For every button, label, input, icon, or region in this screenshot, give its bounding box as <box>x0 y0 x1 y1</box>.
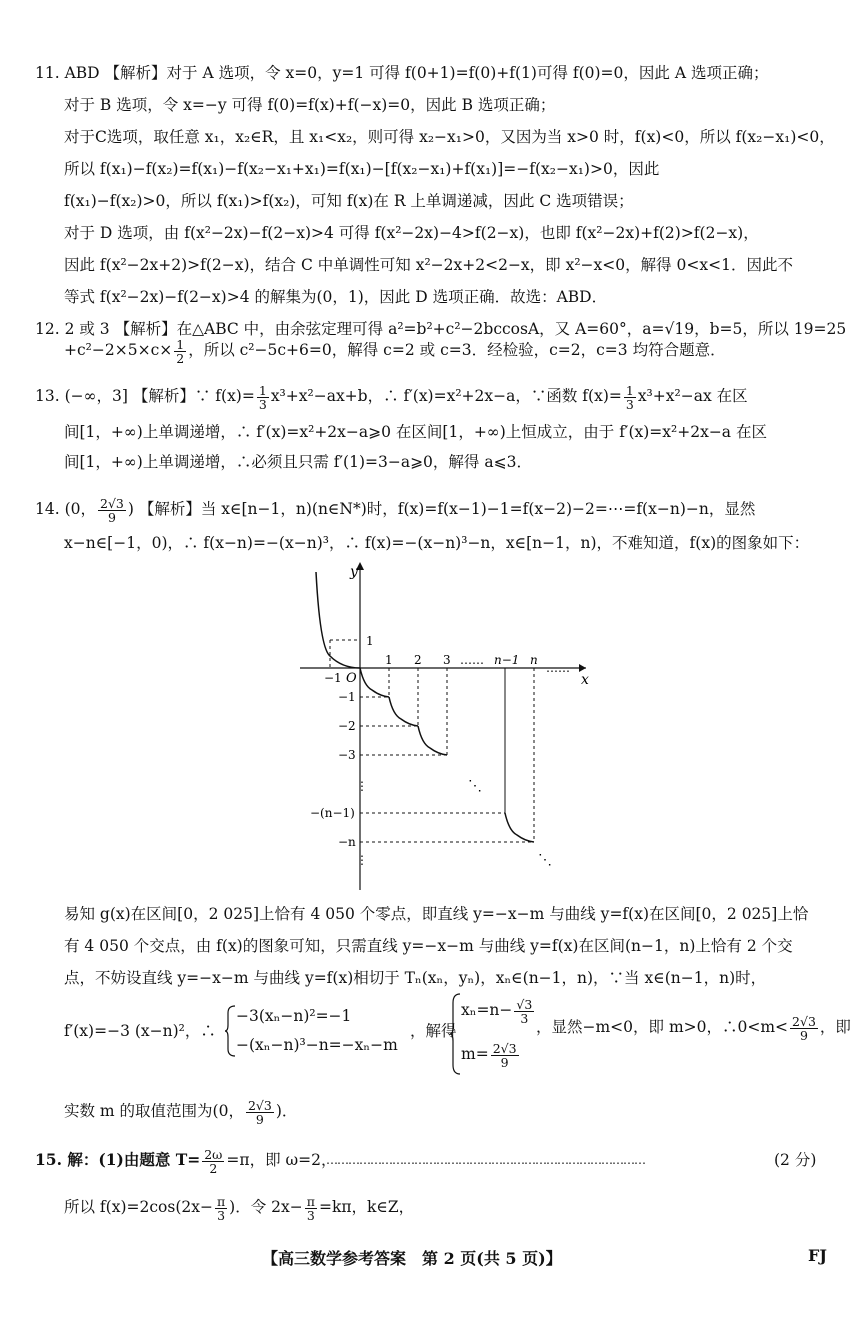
system-2-row-1 <box>461 996 536 1025</box>
q15-frac1-top: 2ω <box>204 1146 223 1162</box>
system-2-row-1-frac-bottom: 3 <box>520 1010 529 1026</box>
q14-line-7-fraction <box>246 1099 274 1126</box>
q15-fraction-1 <box>202 1148 224 1175</box>
q11-line-6: 对于 D 选项，由 f(x²−2x)−f(2−x)>4 可得 f(x²−2x)−4>f(2−x)，也即 f(x²−2x)+f(2)>f(2−x)， <box>64 224 759 242</box>
q14-line-6-frac-top: 2√3 <box>792 1013 816 1029</box>
q11-line-5: f(x₁)−f(x₂)>0，所以 f(x₁)>f(x₂)，可知 f(x)在 R 上单调递减，因此 C 选项错误； <box>64 192 634 210</box>
x-tick-n-minus-1: n−1 <box>494 653 520 667</box>
x-tick-minus-1: −1 <box>324 671 342 685</box>
q15-line-2-b: )．令 2x− <box>229 1198 303 1216</box>
q14-frac-bottom: 9 <box>107 509 116 525</box>
x-tick-2: 2 <box>414 653 422 667</box>
y-tick-minus-n-minus-1: −(n−1) <box>310 806 355 820</box>
system-2-row-1-frac-top: √3 <box>516 996 533 1012</box>
q13-frac2-bottom: 3 <box>625 396 634 412</box>
q15-line-1 <box>35 1145 336 1175</box>
q13-text-a: 13. (−∞，3] 【解析】∵ f(x)= <box>35 387 255 405</box>
q14-line-7 <box>64 1096 297 1126</box>
curve-left <box>316 572 360 668</box>
q15-score: (2 分) <box>774 1151 817 1169</box>
y-tick-minus-n: −n <box>338 835 356 849</box>
q14-line-7-end: )． <box>275 1102 298 1120</box>
q15-fraction-2 <box>215 1195 227 1222</box>
q15-frac2-top: π <box>216 1193 226 1209</box>
y-tick-1: 1 <box>366 634 374 648</box>
y-tick-minus-2: −2 <box>338 719 356 733</box>
system-2-row-2-frac-bottom: 9 <box>500 1054 509 1070</box>
x-axis-dots-2: …… <box>546 661 570 675</box>
q15-line-2-c: =kπ，k∈Z， <box>318 1198 415 1216</box>
y-axis-label: y <box>350 564 358 580</box>
q14-line-6-c <box>536 1012 851 1042</box>
q14-line-3: 易知 g(x)在区间[0，2 025]上恰有 4 050 个零点，即直线 y=−x−m 与曲线 y=f(x)在区间[0，2 025]上恰 <box>64 905 809 923</box>
q11-line-1: 11. ABD 【解析】对于 A 选项，令 x=0，y=1 可得 f(0+1)=f(0)+f(1)可得 f(0)=0，因此 A 选项正确； <box>35 64 769 82</box>
q11-line-3: 对于C选项，取任意 x₁，x₂∈R，且 x₁<x₂，则可得 x₂−x₁>0，又因为当 x>0 时，f(x)<0，所以 f(x₂−x₁)<0， <box>64 128 835 146</box>
q14-line-6-d: ，即 <box>819 1018 851 1036</box>
x-tick-3: 3 <box>443 653 451 667</box>
curve-segment-1 <box>360 668 389 697</box>
system-2-row-1-fraction <box>514 998 534 1025</box>
q12-line-1: 12. 2 或 3 【解析】在△ABC 中，由余弦定理可得 a²=b²+c²−2bccosA，又 A=60°，a=√19，b=5，所以 19=25 <box>35 320 847 338</box>
q14-frac-top: 2√3 <box>100 495 124 511</box>
x-axis-arrow <box>579 664 586 672</box>
q14-line-1 <box>35 494 755 524</box>
q13-line-2: 间[1，+∞)上单调递增，∴ f′(x)=x²+2x−a⩾0 在区间[1，+∞)上恒成立，由于 f′(x)=x²+2x−a 在区 <box>64 423 767 441</box>
q13-frac1-bottom: 3 <box>258 396 267 412</box>
q15-frac3-bottom: 3 <box>306 1207 315 1223</box>
q13-line-1 <box>35 382 748 411</box>
q15-frac1-bottom: 2 <box>209 1160 218 1176</box>
y-tick-minus-3: −3 <box>338 748 356 762</box>
q14-line-2: x−n∈[−1，0)，∴ f(x−n)=−(x−n)³，∴ f(x)=−(x−n)³−n，x∈[n−1，n)，不难知道，f(x)的图象如下： <box>64 534 810 552</box>
q11-line-2: 对于 B 选项，令 x=−y 可得 f(0)=f(x)+f(−x)=0，因此 B 选项正确； <box>64 96 556 114</box>
q14-line-6-fraction <box>790 1015 818 1042</box>
q14-line-7-frac-top: 2√3 <box>247 1097 272 1113</box>
q14-line-5: 点，不妨设直线 y=−x−m 与曲线 y=f(x)相切于 Tₙ(xₙ，yₙ)，xₙ∈(n−1，n)，∵当 x∈(n−1，n)时， <box>64 969 767 987</box>
system-2-row-2-frac-top: 2√3 <box>492 1040 517 1056</box>
q15-line-2 <box>64 1192 414 1222</box>
q15-fraction-3 <box>305 1195 317 1222</box>
y-axis-dots-1: ⋮ <box>356 779 368 793</box>
system-2-row-2-text: m= <box>461 1045 489 1063</box>
system-1-row-1: −3(xₙ−n)²=−1 <box>236 1007 352 1025</box>
q11-line-7: 因此 f(x²−2x+2)>f(2−x)，结合 C 中单调性可知 x²−2x+2<2−x，即 x²−x<0，解得 0<x<1．因此不 <box>64 256 794 274</box>
origin-label: O <box>346 671 357 686</box>
footer-region-code: FJ <box>808 1246 827 1265</box>
y-tick-minus-1: −1 <box>338 690 356 704</box>
x-axis-dots-1: …… <box>460 653 484 667</box>
footer-page-info: 【高三数学参考答案 第 2 页(共 5 页)】 <box>262 1249 562 1268</box>
q14-text-b: ) 【解析】当 x∈[n−1，n)(n∈N*)时，f(x)=f(x−1)−1=f(x−2)−2=⋯=f(x−n)−n，显然 <box>127 500 756 518</box>
q14-line-7-text: 实数 m 的取值范围为(0， <box>64 1102 244 1120</box>
q11-line-8: 等式 f(x²−2x)−f(2−x)>4 的解集为(0，1)，因此 D 选项正确．故选：ABD． <box>64 288 608 306</box>
q13-frac1-top: 1 <box>258 382 267 398</box>
curve-segment-2 <box>389 697 418 726</box>
q15-frac3-top: π <box>306 1193 315 1209</box>
q11-line-4: 所以 f(x₁)−f(x₂)=f(x₁)−f(x₂−x₁+x₁)=f(x₁)−[f(x₂−x₁)+f(x₁)]=−f(x₂−x₁)>0，因此 <box>64 160 660 178</box>
system-1-row-2: −(xₙ−n)³−n=−xₙ−m <box>236 1036 398 1054</box>
curve-segment-3 <box>418 726 447 755</box>
x-tick-1: 1 <box>385 653 393 667</box>
q15-line-2-a: 所以 f(x)=2cos(2x− <box>64 1198 213 1216</box>
q14-line-6-c-text: ，显然−m<0，即 m>0，∴0<m< <box>536 1018 789 1036</box>
diagonal-dots-2: ⋱ <box>538 852 552 868</box>
q14-fraction <box>98 497 126 524</box>
q14-prefix: 14. (0， <box>35 500 96 518</box>
q12-frac-top: 1 <box>176 336 185 352</box>
q13-line-3: 间[1，+∞)上单调递增，∴必须且只需 f′(1)=3−a⩾0，解得 a⩽3． <box>64 453 532 471</box>
q15-leader-dots: …………………………………………………………………………… <box>326 1153 645 1167</box>
q13-frac2-top: 1 <box>625 382 634 398</box>
function-graph <box>298 558 598 893</box>
system-2-row-2-fraction <box>491 1042 519 1069</box>
q13-fraction-2 <box>624 384 636 411</box>
q15-frac2-bottom: 3 <box>217 1207 226 1223</box>
x-tick-n: n <box>530 653 538 667</box>
system-2-row-2 <box>461 1040 521 1069</box>
q12-frac-bottom: 2 <box>176 350 185 366</box>
q14-line-7-frac-bottom: 9 <box>255 1111 264 1127</box>
q14-line-6-a: f′(x)=−3 (x−n)²，∴ <box>64 1022 216 1040</box>
system-1-brace <box>224 1005 236 1057</box>
q15-text-a: 15. 解：(1)由题意 T= <box>35 1150 201 1169</box>
q12-line-2 <box>64 336 726 365</box>
q14-line-6-frac-bottom: 9 <box>800 1027 808 1043</box>
q14-line-6-b: ，解得 <box>410 1022 457 1040</box>
q14-line-4: 有 4 050 个交点，由 f(x)的图象可知，只需直线 y=−x−m 与曲线 y=f(x)在区间(n−1，n)上恰有 2 个交 <box>64 937 793 955</box>
q13-text-c: x³+x²−ax 在区 <box>637 387 748 405</box>
system-2-row-1-text: xₙ=n− <box>461 1001 513 1019</box>
system-2-brace <box>449 993 461 1075</box>
q15-text-b: =π，即 ω=2， <box>226 1151 337 1169</box>
q13-fraction-1 <box>257 384 269 411</box>
curve-segment-n <box>505 813 534 842</box>
q12-fraction <box>174 338 186 365</box>
x-axis-label: x <box>581 672 589 688</box>
y-axis-dots-2: ⋮ <box>356 853 368 867</box>
diagonal-dots-1: ⋱ <box>468 778 482 794</box>
q13-text-b: x³+x²−ax+b，∴ f′(x)=x²+2x−a，∵函数 f(x)= <box>270 387 622 405</box>
q12-text-b: ，所以 c²−5c+6=0，解得 c=2 或 c=3．经检验，c=2，c=3 均符合题意． <box>188 341 726 359</box>
q12-text-a: +c²−2×5×c× <box>64 341 173 359</box>
